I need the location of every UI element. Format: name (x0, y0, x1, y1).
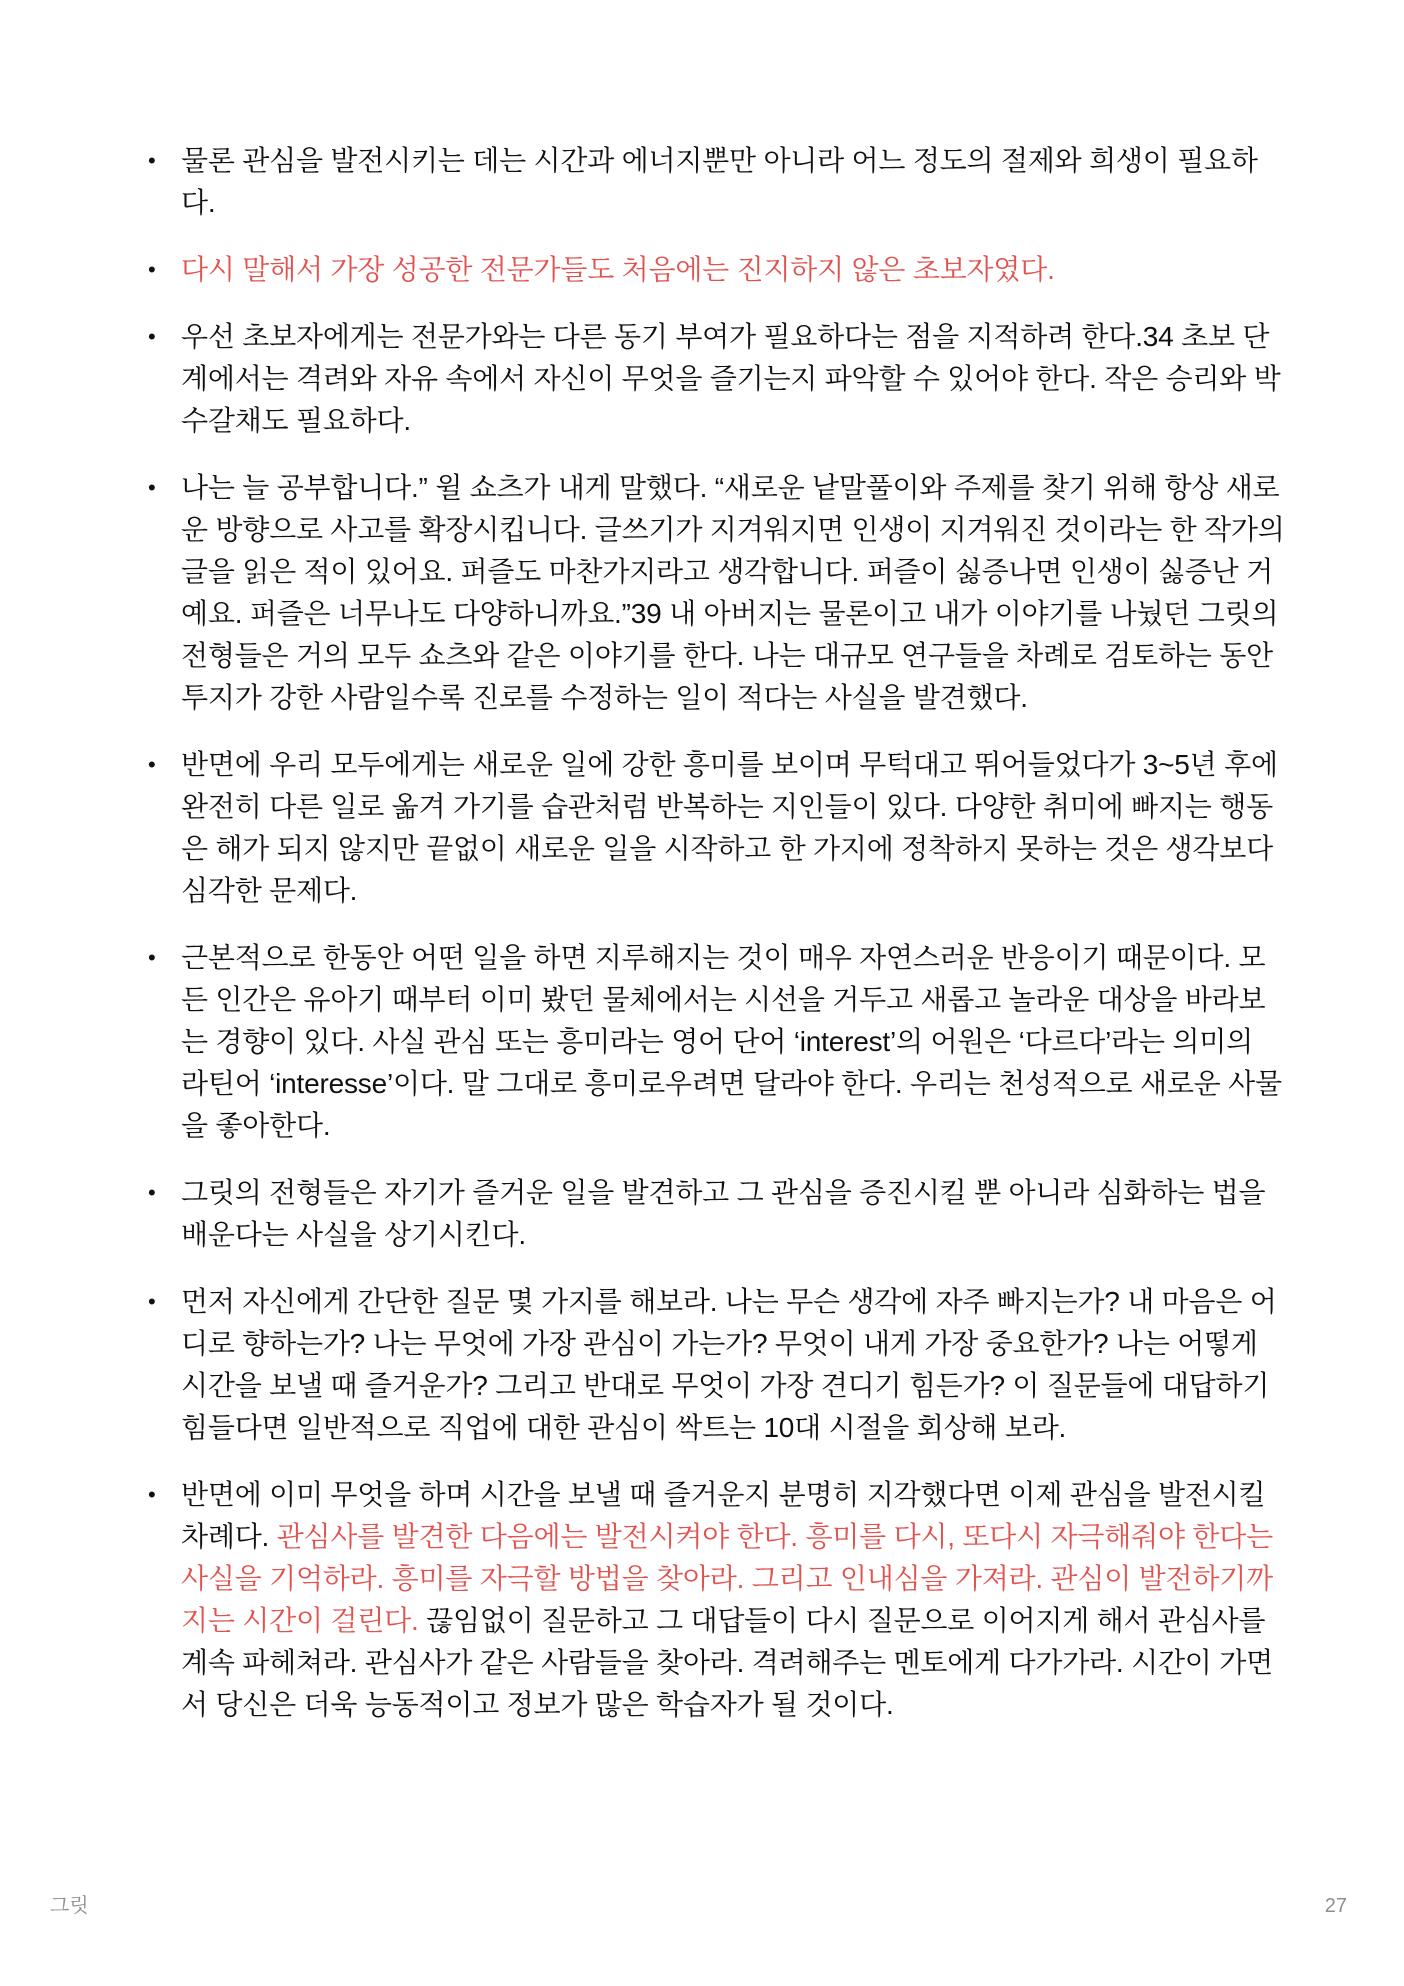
footer-page-number: 27 (1324, 1895, 1347, 1917)
bullet-text (181, 1474, 1286, 1726)
bullet-icon: • (148, 257, 156, 282)
text-segment: 물론 관심을 발전시키는 데는 시간과 에너지뿐만 아니라 어느 정도의 절제와 희생이 필요하다. (181, 145, 1258, 218)
bullet-icon: • (148, 475, 156, 500)
text-segment: 근본적으로 한동안 어떤 일을 하면 지루해지는 것이 매우 자연스러운 반응이기 때문이다. 모든 인간은 유아기 때부터 이미 봤던 물체에서는 시선을 거두고 새롭고 놀라운 대상을 바라보는 경향이 있다. 사실 관심 또는 흥미라는 영어 단어 ‘interest’의 어원은 ‘다르다’라는 의미의 라틴어 ‘interesse’이다. 말 그대로 흥미로우려면 달라야 한다. 우리는 천성적으로 새로운 사물을 좋아한다. (181, 942, 1282, 1141)
bullet-icon: • (148, 752, 156, 777)
bullet-item (148, 744, 1286, 912)
bullet-icon: • (148, 148, 156, 173)
text-segment: 그릿의 전형들은 자기가 즐거운 일을 발견하고 그 관심을 증진시킬 뿐 아니라 심화하는 법을 배운다는 사실을 상기시킨다. (181, 1177, 1266, 1250)
bullet-text (181, 249, 1286, 291)
bullet-icon: • (148, 1482, 156, 1507)
bullet-icon: • (148, 1289, 156, 1314)
bullet-item (148, 937, 1286, 1147)
bullet-item (148, 1172, 1286, 1256)
text-segment: 끊임없이 질문하고 그 대답들이 다시 질문으로 이어지게 해서 관심사를 계속 파헤쳐라. 관심사가 같은 사람들을 찾아라. 격려해주는 멘토에게 다가가라. 시간이 가면서 당신은 더욱 능동적이고 정보가 많은 학습자가 될 것이다. (181, 1605, 1273, 1720)
bullet-icon: • (148, 1180, 156, 1205)
bullet-text (181, 467, 1286, 719)
bullet-text (181, 140, 1286, 224)
bullet-item (148, 1474, 1286, 1726)
bullet-icon: • (148, 945, 156, 970)
bullet-list (148, 140, 1286, 1726)
text-segment: 반면에 이미 무엇을 하며 시간을 보낼 때 즐거운지 분명히 지각했다면 이제 관심을 발전시킬 차례다. (181, 1479, 1266, 1552)
text-segment: 나는 늘 공부합니다.” 윌 쇼츠가 내게 말했다. “새로운 낱말풀이와 주제를 찾기 위해 항상 새로운 방향으로 사고를 확장시킵니다. 글쓰기가 지겨워지면 인생이 지겨워진 것이라는 한 작가의 글을 읽은 적이 있어요. 퍼즐도 마찬가지라고 생각합니다. 퍼즐이 싫증나면 인생이 싫증난 거예요. 퍼즐은 너무나도 다양하니까요.”39 내 아버지는 물론이고 내가 이야기를 나눴던 그릿의 전형들은 거의 모두 쇼츠와 같은 이야기를 한다. 나는 대규모 연구들을 차례로 검토하는 동안 투지가 강한 사람일수록 진로를 수정하는 일이 적다는 사실을 발견했다. (181, 472, 1285, 713)
bullet-text (181, 316, 1286, 442)
text-segment: 먼저 자신에게 간단한 질문 몇 가지를 해보라. 나는 무슨 생각에 자주 빠지는가? 내 마음은 어디로 향하는가? 나는 무엇에 가장 관심이 가는가? 무엇이 내게 가장 중요한가? 나는 어떻게 시간을 보낼 때 즐거운가? 그리고 반대로 무엇이 가장 견디기 힘든가? 이 질문들에 대답하기 힘들다면 일반적으로 직업에 대한 관심이 싹트는 10대 시절을 회상해 보라. (181, 1286, 1277, 1443)
bullet-item (148, 140, 1286, 224)
text-segment-emphasis: 관심사를 발견한 다음에는 발전시켜야 한다. 흥미를 다시, 또다시 자극해줘야 한다는 사실을 기억하라. 흥미를 자극할 방법을 찾아라. 그리고 인내심을 가져라. 관심이 발전하기까지는 시간이 걸린다. (181, 1521, 1273, 1636)
text-segment: 반면에 우리 모두에게는 새로운 일에 강한 흥미를 보이며 무턱대고 뛰어들었다가 3~5년 후에 완전히 다른 일로 옮겨 가기를 습관처럼 반복하는 지인들이 있다. 다양한 취미에 빠지는 행동은 해가 되지 않지만 끝없이 새로운 일을 시작하고 한 가지에 정착하지 못하는 것은 생각보다 심각한 문제다. (181, 749, 1278, 906)
bullet-item (148, 316, 1286, 442)
bullet-text (181, 937, 1286, 1147)
footer-book-title: 그릿 (50, 1895, 89, 1917)
bullet-text (181, 1172, 1286, 1256)
bullet-text (181, 744, 1286, 912)
bullet-item (148, 1281, 1286, 1449)
text-segment-emphasis: 다시 말해서 가장 성공한 전문가들도 처음에는 진지하지 않은 초보자였다. (181, 254, 1055, 285)
bullet-item (148, 467, 1286, 719)
bullet-item (148, 249, 1286, 291)
bullet-text (181, 1281, 1286, 1449)
page-footer (0, 1892, 1404, 1920)
bullet-icon: • (148, 324, 156, 349)
text-segment: 우선 초보자에게는 전문가와는 다른 동기 부여가 필요하다는 점을 지적하려 한다.34 초보 단계에서는 격려와 자유 속에서 자신이 무엇을 즐기는지 파악할 수 있어야 한다. 작은 승리와 박수갈채도 필요하다. (181, 321, 1281, 436)
